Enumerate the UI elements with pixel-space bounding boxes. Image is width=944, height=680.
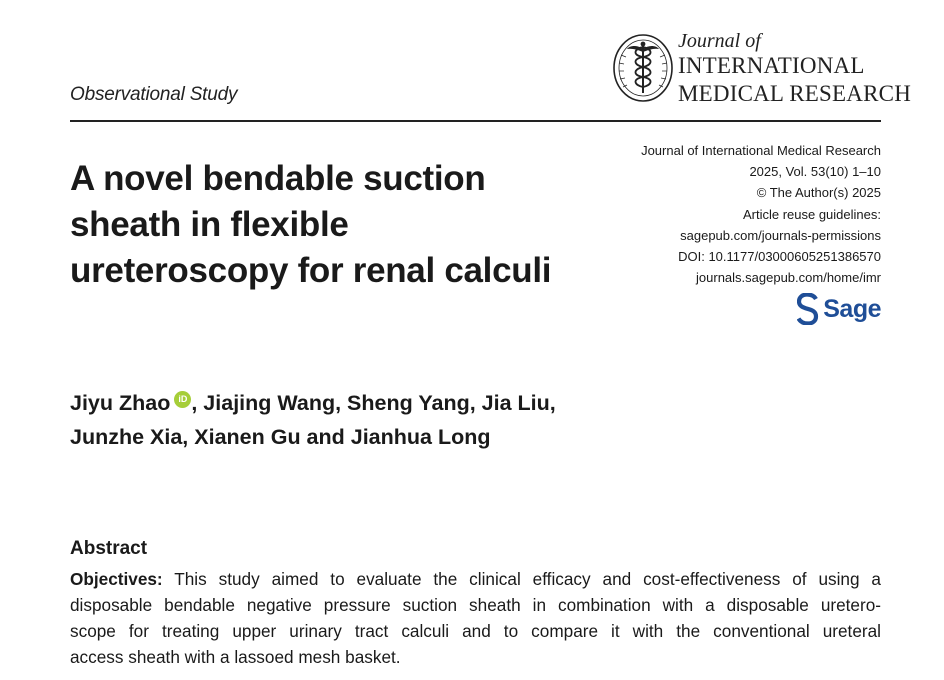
abstract-line1: Objectives: This study aimed to evaluate the clinical efficacy and cost-effectiveness of using a bbox=[70, 569, 881, 589]
author-first: Jiyu Zhao bbox=[70, 391, 171, 415]
meta-journal-link[interactable]: journals.sagepub.com/home/imr bbox=[696, 270, 881, 286]
objectives-label: Objectives: bbox=[70, 569, 163, 589]
meta-volume: 2025, Vol. 53(10) 1–10 bbox=[749, 164, 881, 180]
meta-copyright: © The Author(s) 2025 bbox=[756, 185, 881, 201]
article-type-label: Observational Study bbox=[70, 84, 238, 105]
caduceus-seal-icon bbox=[612, 33, 674, 103]
journal-name bbox=[678, 30, 911, 108]
title-line1: A novel bendable suction bbox=[70, 159, 486, 198]
article-metadata bbox=[581, 140, 881, 288]
abstract-body bbox=[70, 566, 881, 670]
article-title bbox=[70, 156, 610, 294]
abstract-line3: scope for treating upper urinary tract calculi and to compare it with the conventional ureteral bbox=[70, 621, 881, 641]
meta-journal: Journal of International Medical Research bbox=[641, 143, 881, 158]
sage-s-icon bbox=[797, 293, 819, 325]
abstract-line4: access sheath with a lassoed mesh basket. bbox=[70, 647, 401, 667]
authors-line2: Junzhe Xia, Xianen Gu and Jianhua Long bbox=[70, 425, 491, 449]
sage-wordmark: Sage bbox=[823, 294, 881, 323]
journal-logo[interactable] bbox=[612, 30, 911, 106]
abstract-line2: disposable bendable negative pressure suction sheath in combination with a disposable uretero- bbox=[70, 595, 881, 615]
orcid-icon[interactable]: iD bbox=[174, 391, 191, 408]
title-line3: ureteroscopy for renal calculi bbox=[70, 251, 552, 290]
meta-reuse-label: Article reuse guidelines: bbox=[742, 206, 881, 222]
authors-rest-line1: , Jiajing Wang, Sheng Yang, Jia Liu, bbox=[191, 391, 556, 415]
meta-reuse-link[interactable]: sagepub.com/journals-permissions bbox=[680, 227, 881, 243]
journal-name-line3: MEDICAL RESEARCH bbox=[678, 81, 911, 106]
abstract-heading: Abstract bbox=[70, 538, 148, 559]
journal-name-line2: INTERNATIONAL bbox=[678, 53, 865, 78]
author-list bbox=[70, 386, 670, 454]
meta-doi[interactable]: DOI: 10.1177/03000605251386570 bbox=[678, 249, 881, 265]
title-line2: sheath in flexible bbox=[70, 205, 349, 244]
sage-logo[interactable] bbox=[797, 292, 881, 326]
header-divider bbox=[70, 120, 881, 122]
journal-name-line1: Journal of bbox=[678, 30, 761, 52]
